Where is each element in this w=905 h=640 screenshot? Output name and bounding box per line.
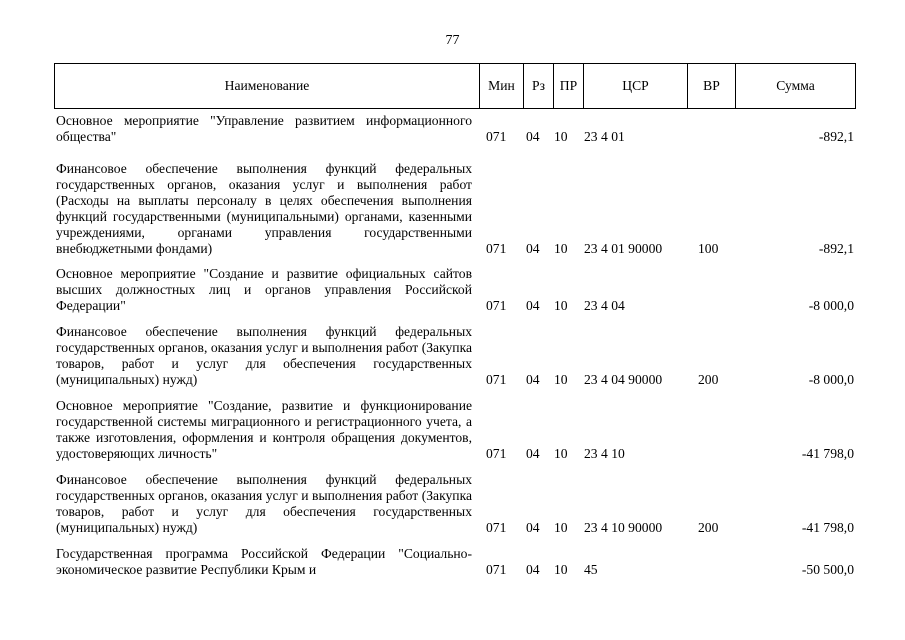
row-rz: 04: [526, 129, 540, 144]
header-pr: ПР: [553, 64, 583, 108]
table-row: [54, 546, 856, 578]
row-name: Основное мероприятие "Создание, развитие и функционирование государственной системы миграционного и регистрационного учета, а также изготовления, оформления и контроля обращения документов, удостоверяющих личность": [56, 398, 472, 461]
row-min: 071: [486, 446, 507, 461]
row-name: Финансовое обеспечение выполнения функций федеральных государственных органов, оказания услуг и выполнения работ (Закупка товаров, работ и услуг для обеспечения государственных (муниципальных) нужд): [56, 472, 472, 535]
row-rz: 04: [526, 520, 540, 535]
table-row: [54, 266, 856, 314]
row-csr: 23 4 01: [584, 129, 625, 144]
table-row: [54, 324, 856, 388]
row-name: Основное мероприятие "Управление развитием информационного общества": [56, 113, 472, 144]
row-name: Государственная программа Российской Федерации "Социально-экономическое развитие Республики Крым и: [56, 546, 472, 577]
row-min: 071: [486, 520, 507, 535]
row-pr: 10: [554, 446, 568, 461]
header-name: Наименование: [224, 78, 310, 93]
row-sum: -8 000,0: [808, 298, 854, 313]
row-sum: -41 798,0: [801, 446, 854, 461]
table-header: [54, 63, 856, 109]
header-sum: Сумма: [735, 64, 855, 108]
row-csr: 23 4 01 90000: [584, 241, 663, 256]
row-name: Основное мероприятие "Создание и развитие официальных сайтов высших должностных лиц и органов управления Российской Федерации": [56, 266, 472, 313]
row-min: 071: [486, 372, 507, 387]
row-min: 071: [486, 562, 507, 577]
page-number: 77: [445, 33, 460, 48]
row-rz: 04: [526, 298, 540, 313]
row-min: 071: [486, 298, 507, 313]
table-row: [54, 161, 856, 257]
table-body: [54, 113, 856, 578]
table-row: [54, 113, 856, 145]
row-csr: 23 4 10 90000: [584, 520, 663, 535]
row-csr: 45: [584, 562, 598, 577]
row-csr: 23 4 04: [584, 298, 625, 313]
row-pr: 10: [554, 562, 568, 577]
row-sum: -8 000,0: [808, 372, 854, 387]
header-rz: Рз: [523, 64, 553, 108]
header-min: Мин: [479, 64, 523, 108]
row-sum: -41 798,0: [801, 520, 854, 535]
row-pr: 10: [554, 241, 568, 256]
row-vr: 100: [698, 241, 719, 256]
table-row: [54, 472, 856, 536]
header-vr: ВР: [687, 64, 735, 108]
row-pr: 10: [554, 129, 568, 144]
header-csr: ЦСР: [583, 64, 687, 108]
row-min: 071: [486, 129, 507, 144]
row-rz: 04: [526, 241, 540, 256]
row-sum: -50 500,0: [801, 562, 854, 577]
row-rz: 04: [526, 562, 540, 577]
row-vr: 200: [698, 520, 719, 535]
row-rz: 04: [526, 446, 540, 461]
row-pr: 10: [554, 372, 568, 387]
row-sum: -892,1: [818, 129, 854, 144]
row-min: 071: [486, 241, 507, 256]
row-sum: -892,1: [818, 241, 854, 256]
row-name: Финансовое обеспечение выполнения функций федеральных государственных органов, оказания услуг и выполнения работ (Закупка товаров, работ и услуг для обеспечения государственных (муниципальных) нужд): [56, 324, 472, 387]
row-csr: 23 4 10: [584, 446, 625, 461]
row-csr: 23 4 04 90000: [584, 372, 663, 387]
row-pr: 10: [554, 520, 568, 535]
row-rz: 04: [526, 372, 540, 387]
table-row: [54, 398, 856, 462]
row-vr: 200: [698, 372, 719, 387]
row-name: Финансовое обеспечение выполнения функций федеральных государственных органов, оказания услуг и выполнения работ (Расходы на выплаты персоналу в целях обеспечения выполнения функций государственными (муниципальными) органами, казенными учреждениями, органами управления государственными внебюджетными фондами): [56, 161, 472, 256]
row-pr: 10: [554, 298, 568, 313]
